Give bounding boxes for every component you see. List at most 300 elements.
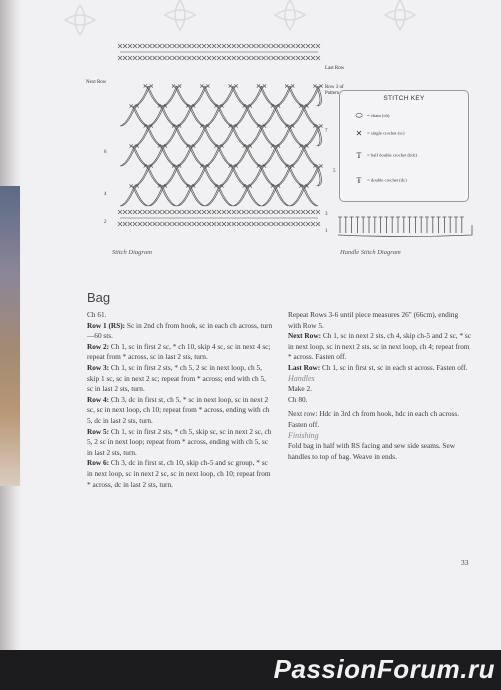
sc-stitch-mark — [118, 56, 122, 60]
sc-stitch-mark — [212, 210, 216, 214]
chain-loop — [247, 126, 261, 146]
chain-loop — [247, 166, 261, 186]
sc-stitch-mark — [296, 56, 300, 60]
sc-stitch-mark — [301, 222, 305, 226]
chain-loop — [162, 126, 176, 146]
sc-stitch-mark — [177, 210, 181, 214]
chain-loop — [191, 186, 205, 206]
sc-stitch-mark — [276, 56, 280, 60]
chain-loop — [247, 186, 261, 206]
finishing-heading: Finishing — [288, 430, 319, 440]
sc-stitch-mark — [182, 44, 186, 48]
instruction-row: Row 1 (RS): Sc in 2nd ch from hook, sc in each ch across, turn—60 sts. — [87, 320, 273, 341]
sc-stitch-mark — [130, 104, 133, 107]
sc-stitch-mark — [123, 44, 127, 48]
sc-stitch-mark — [187, 44, 191, 48]
chain-loop — [162, 166, 176, 186]
chain-loop — [276, 146, 290, 166]
chain-loop — [205, 126, 219, 146]
chain-loop — [219, 106, 233, 126]
sc-stitch-mark — [130, 184, 133, 187]
sc-stitch-mark — [306, 210, 310, 214]
sc-stitch-mark — [301, 56, 305, 60]
chain-loop — [290, 146, 304, 166]
chain-loop — [177, 106, 191, 126]
sc-stitch-mark — [153, 210, 157, 214]
watermark-bar — [0, 650, 501, 690]
chain-loop — [304, 166, 318, 186]
chain-loop — [290, 106, 304, 126]
sc-stitch-mark — [276, 44, 280, 48]
watermark-text: PassionForum.ru — [273, 654, 495, 684]
chain-loop — [247, 106, 261, 126]
sc-stitch-mark — [267, 210, 271, 214]
sc-stitch-mark — [242, 222, 246, 226]
sc-stitch-mark — [257, 222, 261, 226]
key-item-sc: ✕ = single crochet (sc) — [352, 129, 405, 138]
chain-loop — [148, 86, 162, 106]
chain-loop — [247, 146, 261, 166]
sc-stitch-mark — [133, 210, 137, 214]
chain-loop — [304, 106, 318, 126]
chain-loop — [191, 86, 205, 106]
chain-loop — [261, 106, 275, 126]
chain-loop — [304, 146, 318, 166]
sc-stitch-mark — [148, 210, 152, 214]
row-number: 5 — [333, 169, 336, 174]
sc-stitch-mark — [311, 44, 315, 48]
sc-stitch-mark — [291, 56, 295, 60]
key-item-chain: ⬭ = chain (ch) — [352, 111, 389, 121]
sc-stitch-mark — [262, 44, 266, 48]
sc-stitch-mark — [168, 222, 172, 226]
hdc-stitch-mark — [454, 217, 458, 233]
chain-loop — [191, 146, 205, 166]
chain-loop — [177, 86, 191, 106]
chain-loop — [290, 166, 304, 186]
chain-loop — [162, 106, 176, 126]
sc-stitch-mark — [242, 44, 246, 48]
chain-loop — [261, 186, 275, 206]
sc-stitch-mark — [177, 56, 181, 60]
sc-stitch-mark — [148, 222, 152, 226]
chain-loop — [120, 106, 134, 126]
sc-stitch-mark — [316, 44, 320, 48]
sc-stitch-mark — [247, 210, 251, 214]
hdc-stitch-mark — [361, 217, 365, 233]
sc-stitch-mark — [130, 144, 133, 147]
sc-stitch-mark — [267, 56, 271, 60]
sc-stitch-mark — [262, 222, 266, 226]
sc-stitch-mark — [252, 56, 256, 60]
sc-stitch-mark — [271, 210, 275, 214]
sc-stitch-mark — [202, 56, 206, 60]
sc-stitch-mark — [311, 222, 315, 226]
handle-diagram-caption: Handle Stitch Diagram — [340, 249, 401, 256]
sc-stitch-mark — [319, 84, 322, 87]
instruction-row: Row 6: Ch 3, dc in first st, ch 10, skip ch-5 and sc group, * sc in next loop, sc in next 2 sc, sc in next loop, ch 10; repeat from * across, dc in last 2 sts, turn. — [87, 458, 271, 489]
sc-stitch-mark — [128, 222, 132, 226]
sc-stitch-mark — [306, 222, 310, 226]
repeat-instruction: Repeat Rows 3-6 until piece measures 26" (66cm), ending with Row 5. — [288, 310, 459, 330]
sc-stitch-mark — [222, 222, 226, 226]
sc-stitch-mark — [301, 210, 305, 214]
sc-stitch-mark — [172, 44, 176, 48]
row-number: 3 — [325, 212, 328, 217]
handles-line: Make 2. — [288, 384, 312, 394]
sc-stitch-mark — [286, 210, 290, 214]
chain-loop — [233, 146, 247, 166]
sc-stitch-mark — [252, 210, 256, 214]
sc-stitch-mark — [192, 44, 196, 48]
sc-stitch-mark — [133, 222, 137, 226]
instruction-row: Row 5: Ch 1, sc in first 2 sts, * ch 5, skip sc, sc in next 2 sc, ch 5, 2 sc in next loop; repeat from * across, ending with ch 5, sc in last 2 sts, turn. — [87, 426, 272, 457]
sc-stitch-mark — [237, 222, 241, 226]
chain-loop — [261, 126, 275, 146]
chain-loop — [177, 166, 191, 186]
sc-stitch-mark — [285, 84, 288, 87]
sc-stitch-mark — [222, 44, 226, 48]
sc-stitch-mark — [286, 222, 290, 226]
row-number: 6 — [104, 150, 107, 155]
sc-stitch-mark — [319, 164, 322, 167]
sc-stitch-mark — [128, 44, 132, 48]
sc-stitch-mark — [247, 222, 251, 226]
hdc-stitch-mark — [437, 217, 441, 233]
sc-stitch-mark — [123, 56, 127, 60]
sc-stitch-mark — [286, 56, 290, 60]
chain-loop — [162, 86, 176, 106]
stitch-diagram — [90, 36, 340, 246]
sc-stitch-mark — [291, 210, 295, 214]
hdc-stitch-mark — [419, 217, 423, 233]
chain-loop — [233, 166, 247, 186]
label-next-row: Next Row — [86, 80, 107, 85]
sc-stitch-mark — [182, 210, 186, 214]
chain-loop — [290, 126, 304, 146]
sc-stitch-mark — [163, 222, 167, 226]
hdc-stitch-mark — [379, 217, 383, 233]
sc-stitch-mark — [267, 44, 271, 48]
sc-stitch-mark — [200, 84, 203, 87]
sc-stitch-mark — [296, 44, 300, 48]
instruction-row: Ch 61. — [87, 310, 107, 319]
chain-loop — [134, 146, 148, 166]
sc-stitch-mark — [262, 210, 266, 214]
chain-loop — [162, 186, 176, 206]
page-number: 33 — [461, 558, 469, 567]
sc-stitch-mark — [168, 44, 172, 48]
sc-stitch-mark — [187, 210, 191, 214]
chain-loop — [261, 86, 275, 106]
sc-stitch-mark — [252, 44, 256, 48]
chain-loop — [148, 166, 162, 186]
handles-next-row: Next row: Hdc in 3rd ch from hook, hdc in each ch across. Fasten off. — [288, 409, 460, 429]
sc-stitch-mark — [207, 44, 211, 48]
sc-stitch-mark — [143, 56, 147, 60]
sc-stitch-mark — [217, 210, 221, 214]
sc-stitch-mark — [172, 210, 176, 214]
sc-stitch-mark — [178, 84, 181, 87]
stitch-diagram-caption: Stitch Diagram — [112, 249, 152, 256]
chain-loop — [261, 166, 275, 186]
decorative-pattern — [60, 0, 501, 40]
sc-stitch-mark — [212, 44, 216, 48]
sc-stitch-mark — [232, 56, 236, 60]
sc-stitch-mark — [118, 210, 122, 214]
key-item-hdc: T = half double crochet (hdc) — [352, 151, 417, 160]
chain-loop — [276, 166, 290, 186]
sc-stitch-mark — [227, 56, 231, 60]
sc-stitch-mark — [257, 210, 261, 214]
hdc-stitch-mark — [408, 217, 412, 233]
sc-stitch-mark — [306, 56, 310, 60]
sc-stitch-mark — [172, 56, 176, 60]
hdc-stitch-mark — [448, 217, 452, 233]
row-number: 1 — [325, 229, 328, 234]
single-crochet-symbol-icon: ✕ — [355, 129, 363, 138]
row-number: 2 — [104, 220, 107, 225]
hdc-stitch-mark — [344, 217, 348, 233]
chain-loop — [219, 126, 233, 146]
sc-stitch-mark — [286, 44, 290, 48]
sc-stitch-mark — [281, 56, 285, 60]
sc-stitch-mark — [217, 56, 221, 60]
sc-stitch-mark — [158, 210, 162, 214]
sc-stitch-mark — [227, 44, 231, 48]
section-title: Bag — [87, 290, 111, 305]
sc-stitch-mark — [222, 210, 226, 214]
sc-stitch-mark — [247, 44, 251, 48]
sc-stitch-mark — [153, 44, 157, 48]
sc-stitch-mark — [148, 44, 152, 48]
sc-stitch-mark — [217, 44, 221, 48]
sc-stitch-mark — [232, 44, 236, 48]
sc-stitch-mark — [150, 84, 153, 87]
sc-stitch-mark — [182, 56, 186, 60]
sc-stitch-mark — [316, 210, 320, 214]
sc-stitch-mark — [187, 56, 191, 60]
sc-stitch-mark — [271, 222, 275, 226]
instruction-row: Row 3: Ch 1, sc in first 2 sts, * ch 5, 2 sc in next loop, ch 5, skip 1 sc, sc in next 2 sc; repeat from * across; end with ch 5, sc in last 2 sts, turn. — [87, 362, 266, 394]
hdc-stitch-mark — [425, 217, 429, 233]
instructions-right-column — [288, 310, 472, 462]
sc-stitch-mark — [212, 56, 216, 60]
sc-stitch-mark — [138, 222, 142, 226]
sc-stitch-mark — [138, 44, 142, 48]
sc-stitch-mark — [257, 56, 261, 60]
chain-loop — [177, 146, 191, 166]
chain-loop — [134, 126, 148, 146]
hdc-stitch-mark — [396, 217, 400, 233]
stitch-key-title: STITCH KEY — [383, 95, 425, 102]
sc-stitch-mark — [276, 222, 280, 226]
sc-stitch-mark — [252, 222, 256, 226]
handles-heading: Handles — [288, 373, 315, 383]
chain-loop — [290, 186, 304, 206]
chain-loop — [276, 86, 290, 106]
sc-stitch-mark — [158, 56, 162, 60]
sc-stitch-mark — [158, 222, 162, 226]
sc-stitch-mark — [192, 56, 196, 60]
sc-stitch-mark — [291, 84, 294, 87]
sc-stitch-mark — [192, 210, 196, 214]
stitch-key — [339, 90, 469, 202]
chain-loop — [304, 186, 318, 206]
chain-loop — [148, 106, 162, 126]
sc-stitch-mark — [187, 222, 191, 226]
sc-stitch-mark — [207, 56, 211, 60]
sc-stitch-mark — [229, 84, 232, 87]
sc-stitch-mark — [257, 44, 261, 48]
chain-loop — [276, 126, 290, 146]
sc-stitch-mark — [281, 210, 285, 214]
chain-loop — [219, 146, 233, 166]
chain-loop — [191, 106, 205, 126]
sc-stitch-mark — [311, 210, 315, 214]
sc-stitch-mark — [182, 222, 186, 226]
sc-stitch-mark — [276, 210, 280, 214]
hdc-stitch-mark — [460, 217, 464, 233]
sc-stitch-mark — [207, 210, 211, 214]
chain-loop — [219, 86, 233, 106]
sc-stitch-mark — [202, 222, 206, 226]
sc-stitch-mark — [291, 44, 295, 48]
sc-stitch-mark — [217, 222, 221, 226]
sc-stitch-mark — [202, 210, 206, 214]
chain-loop — [290, 86, 304, 106]
hdc-stitch-mark — [402, 217, 406, 233]
chain-loop — [177, 126, 191, 146]
sc-stitch-mark — [257, 84, 260, 87]
sc-stitch-mark — [316, 56, 320, 60]
sc-stitch-mark — [281, 222, 285, 226]
chain-loop — [233, 86, 247, 106]
sc-stitch-mark — [148, 56, 152, 60]
sc-stitch-mark — [202, 44, 206, 48]
hdc-stitch-mark — [384, 217, 388, 233]
sc-stitch-mark — [313, 84, 316, 87]
sc-stitch-mark — [123, 222, 127, 226]
sc-stitch-mark — [163, 44, 167, 48]
chain-loop — [205, 146, 219, 166]
sc-stitch-mark — [144, 84, 147, 87]
sc-stitch-mark — [207, 222, 211, 226]
sc-stitch-mark — [237, 44, 241, 48]
chain-loop — [205, 86, 219, 106]
chain-symbol-icon: ⬭ — [355, 111, 363, 120]
sc-stitch-mark — [118, 44, 122, 48]
instruction-row: Row 2: Ch 1, sc in first 2 sc, * ch 10, skip 4 sc, sc in next 4 sc; repeat from * across, sc in last 2 sts, turn. — [87, 341, 271, 362]
chain-loop — [276, 106, 290, 126]
sc-stitch-mark — [301, 44, 305, 48]
finishing-text: Fold bag in half with RS facing and sew side seams. Sew handles to top of bag. Weave in ends. — [288, 441, 455, 461]
sc-stitch-mark — [232, 222, 236, 226]
chain-loop — [304, 126, 318, 146]
sc-stitch-mark — [143, 222, 147, 226]
chain-loop — [134, 166, 148, 186]
sc-stitch-mark — [235, 84, 238, 87]
sc-stitch-mark — [291, 222, 295, 226]
hdc-stitch-mark — [442, 217, 446, 233]
hdc-stitch-mark — [338, 217, 342, 233]
sc-stitch-mark — [197, 222, 201, 226]
sc-stitch-mark — [267, 222, 271, 226]
sc-stitch-mark — [232, 210, 236, 214]
sc-stitch-mark — [172, 222, 176, 226]
chain-loop — [120, 146, 134, 166]
hdc-stitch-mark — [355, 217, 359, 233]
key-item-dc: Ŧ = double crochet (dc) — [352, 176, 407, 185]
sc-stitch-mark — [158, 44, 162, 48]
hdc-stitch-mark — [431, 217, 435, 233]
sc-stitch-mark — [172, 84, 175, 87]
sc-stitch-mark — [222, 56, 226, 60]
label-last-row: Last Row — [325, 66, 345, 71]
sc-stitch-mark — [133, 44, 137, 48]
sc-stitch-mark — [311, 56, 315, 60]
label-row3-line2: Pattern — [325, 91, 340, 96]
sc-stitch-mark — [118, 222, 122, 226]
sc-stitch-mark — [281, 44, 285, 48]
sc-stitch-mark — [138, 210, 142, 214]
row-number: 4 — [104, 192, 107, 197]
chain-loop — [233, 106, 247, 126]
hdc-stitch-mark — [350, 217, 354, 233]
sc-stitch-mark — [192, 222, 196, 226]
chain-loop — [191, 126, 205, 146]
sc-stitch-mark — [319, 124, 322, 127]
sc-stitch-mark — [306, 44, 310, 48]
double-crochet-symbol-icon: Ŧ — [356, 176, 362, 185]
sc-stitch-mark — [316, 222, 320, 226]
chain-loop — [205, 106, 219, 126]
sc-stitch-mark — [263, 84, 266, 87]
sc-stitch-mark — [247, 56, 251, 60]
sc-stitch-mark — [296, 222, 300, 226]
hdc-stitch-mark — [413, 217, 417, 233]
instruction-row: Row 4: Ch 3, dc in first st, ch 5, * sc in next loop, sc in next 2 sc, sc in next loop, ch 10; repeat from * across, ending with ch 5, dc in last 2 sts, turn. — [87, 394, 270, 425]
chain-loop — [205, 186, 219, 206]
sc-stitch-mark — [237, 56, 241, 60]
sc-stitch-mark — [242, 210, 246, 214]
sc-stitch-mark — [177, 44, 181, 48]
chain-loop — [134, 86, 148, 106]
handles-line: Ch 80. — [288, 394, 308, 404]
chain-loop — [134, 186, 148, 206]
chain-loop — [219, 186, 233, 206]
sc-stitch-mark — [197, 210, 201, 214]
chain-loop — [276, 186, 290, 206]
chain-loop — [148, 186, 162, 206]
sc-stitch-mark — [227, 210, 231, 214]
sc-stitch-mark — [242, 56, 246, 60]
handle-stitch-diagram — [336, 213, 476, 241]
chain-loop — [233, 126, 247, 146]
half-double-crochet-symbol-icon: T — [356, 151, 362, 160]
chain-loop — [247, 86, 261, 106]
photo-strip — [0, 186, 20, 486]
next-row-instruction: Next Row: Ch 1, sc in next 2 sts, ch 4, skip ch-5 and 2 sc, * sc in next loop, sc in next 2 sts, sc in next loop, ch 4; repeat from * across. Fasten off. — [288, 331, 472, 362]
sc-stitch-mark — [123, 210, 127, 214]
chain-loop — [233, 186, 247, 206]
sc-stitch-mark — [262, 56, 266, 60]
sc-stitch-mark — [163, 56, 167, 60]
row-number: 7 — [325, 129, 328, 134]
chain-loop — [120, 186, 134, 206]
chain-loop — [191, 166, 205, 186]
chain-loop — [148, 146, 162, 166]
